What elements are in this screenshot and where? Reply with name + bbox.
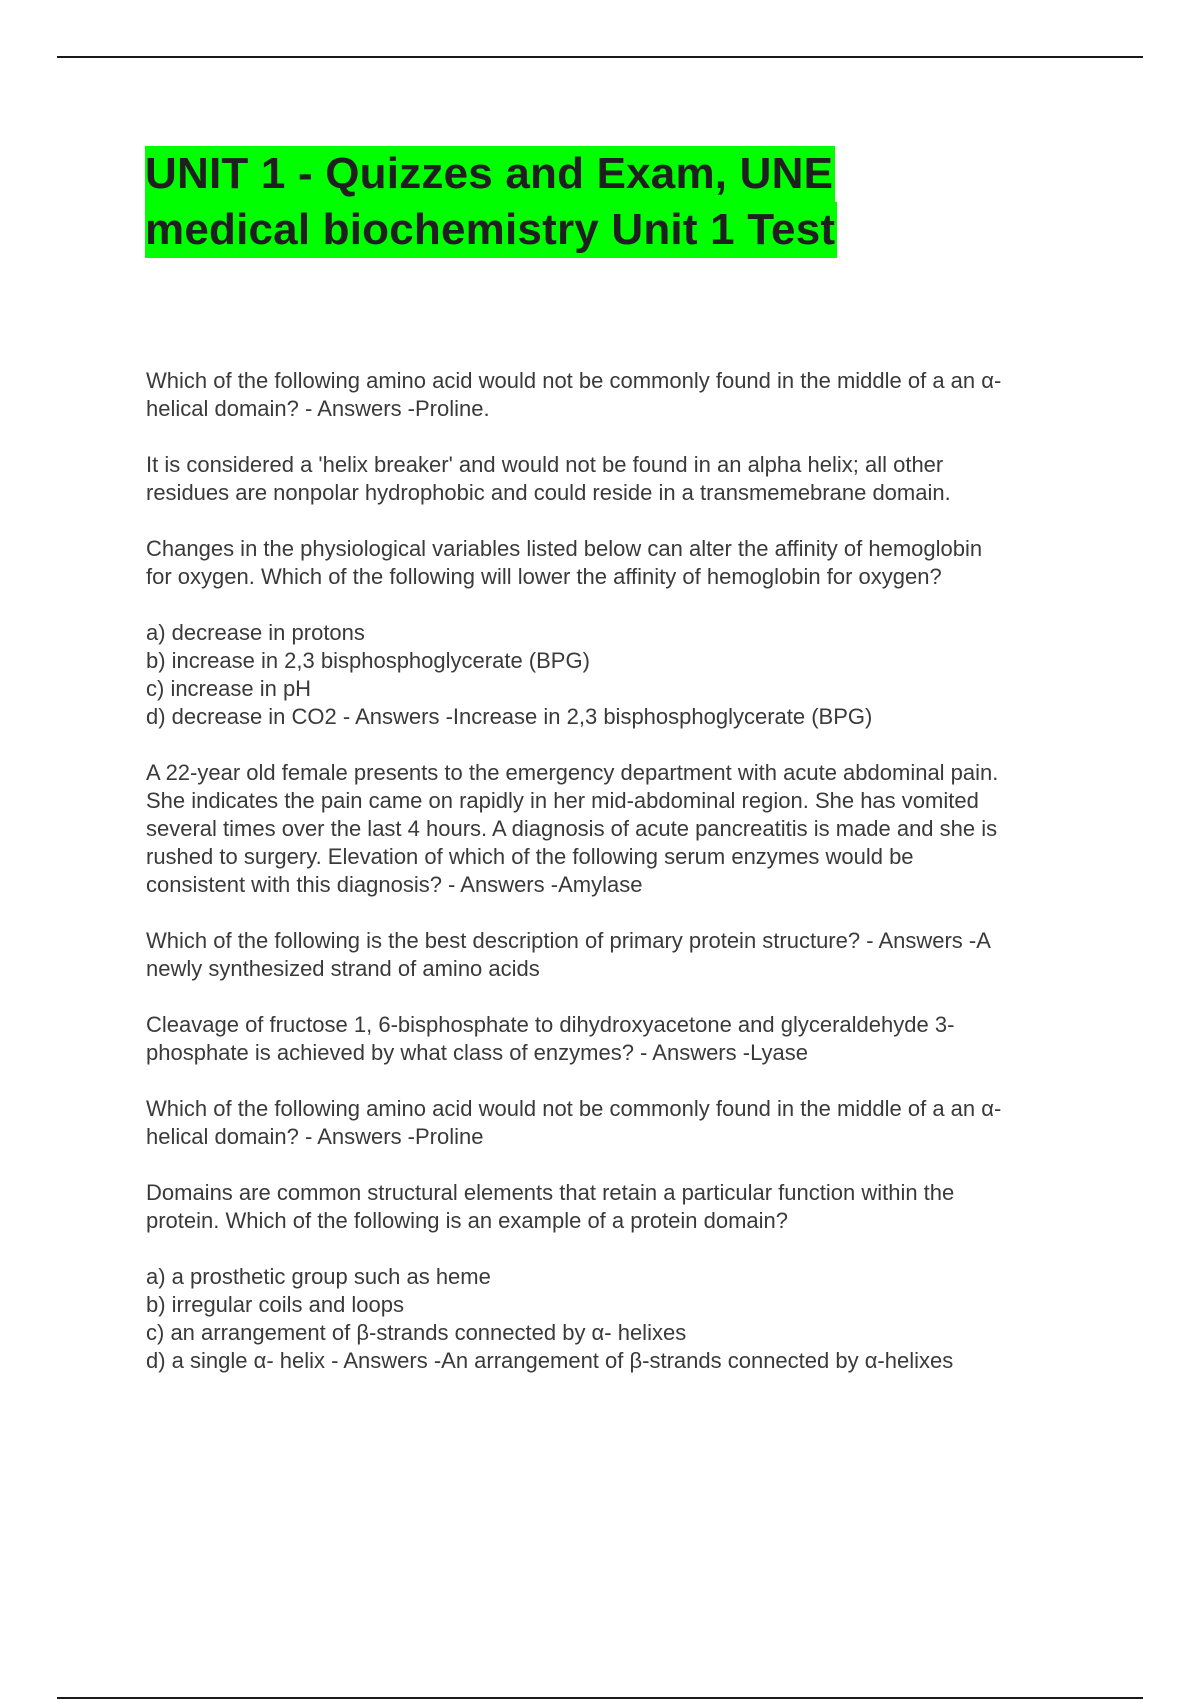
option-item: a) a prosthetic group such as heme: [146, 1264, 491, 1289]
options-list: [146, 1263, 1096, 1375]
question-paragraph: [146, 535, 1096, 591]
explanation-paragraph: [146, 451, 1096, 507]
question-paragraph: [146, 1011, 1096, 1067]
option-item: c) increase in pH: [146, 676, 312, 701]
text-line: several times over the last 4 hours. A diagnosis of acute pancreatitis is made and she is: [146, 816, 998, 841]
option-item: b) irregular coils and loops: [146, 1292, 405, 1317]
text-line: newly synthesized strand of amino acids: [146, 956, 540, 981]
option-item: b) increase in 2,3 bisphosphoglycerate (BPG): [146, 648, 590, 673]
text-line: Which of the following is the best description of primary protein structure? - Answers -A: [146, 928, 991, 953]
text-line: residues are nonpolar hydrophobic and could reside in a transmemebrane domain.: [146, 480, 951, 505]
text-line: Cleavage of fructose 1, 6-bisphosphate to dihydroxyacetone and glyceraldehyde 3-: [146, 1012, 955, 1037]
text-line: rushed to surgery. Elevation of which of the following serum enzymes would be: [146, 844, 914, 869]
text-line: Which of the following amino acid would not be commonly found in the middle of a an α-: [146, 1096, 1002, 1121]
text-line: for oxygen. Which of the following will lower the affinity of hemoglobin for oxygen?: [146, 564, 942, 589]
document-title: [145, 146, 905, 258]
text-line: protein. Which of the following is an example of a protein domain?: [146, 1208, 789, 1233]
options-list: [146, 619, 1096, 731]
option-item: c) an arrangement of β-strands connected by α- helixes: [146, 1320, 687, 1345]
text-line: Which of the following amino acid would not be commonly found in the middle of a an α-: [146, 368, 1002, 393]
text-line: Changes in the physiological variables listed below can alter the affinity of hemoglobin: [146, 536, 983, 561]
bottom-divider: [57, 1697, 1143, 1699]
text-line: It is considered a 'helix breaker' and would not be found in an alpha helix; all other: [146, 452, 944, 477]
option-item: d) a single α- helix - Answers -An arrangement of β-strands connected by α-helixes: [146, 1348, 954, 1373]
text-line: consistent with this diagnosis? - Answers -Amylase: [146, 872, 643, 897]
title-line-2: medical biochemistry Unit 1 Test: [145, 202, 837, 258]
text-line: helical domain? - Answers -Proline: [146, 1124, 484, 1149]
text-line: She indicates the pain came on rapidly in her mid-abdominal region. She has vomited: [146, 788, 979, 813]
title-line-1: UNIT 1 - Quizzes and Exam, UNE: [145, 146, 835, 202]
top-divider: [57, 56, 1143, 58]
question-paragraph: [146, 1179, 1096, 1235]
text-line: A 22-year old female presents to the emergency department with acute abdominal pain.: [146, 760, 999, 785]
document-body: [146, 367, 1096, 1403]
question-paragraph: [146, 1095, 1096, 1151]
question-paragraph: [146, 927, 1096, 983]
question-paragraph: [146, 367, 1096, 423]
question-paragraph: [146, 759, 1096, 899]
text-line: Domains are common structural elements that retain a particular function within the: [146, 1180, 955, 1205]
option-item: a) decrease in protons: [146, 620, 365, 645]
option-item: d) decrease in CO2 - Answers -Increase in 2,3 bisphosphoglycerate (BPG): [146, 704, 873, 729]
text-line: phosphate is achieved by what class of enzymes? - Answers -Lyase: [146, 1040, 808, 1065]
text-line: helical domain? - Answers -Proline.: [146, 396, 490, 421]
